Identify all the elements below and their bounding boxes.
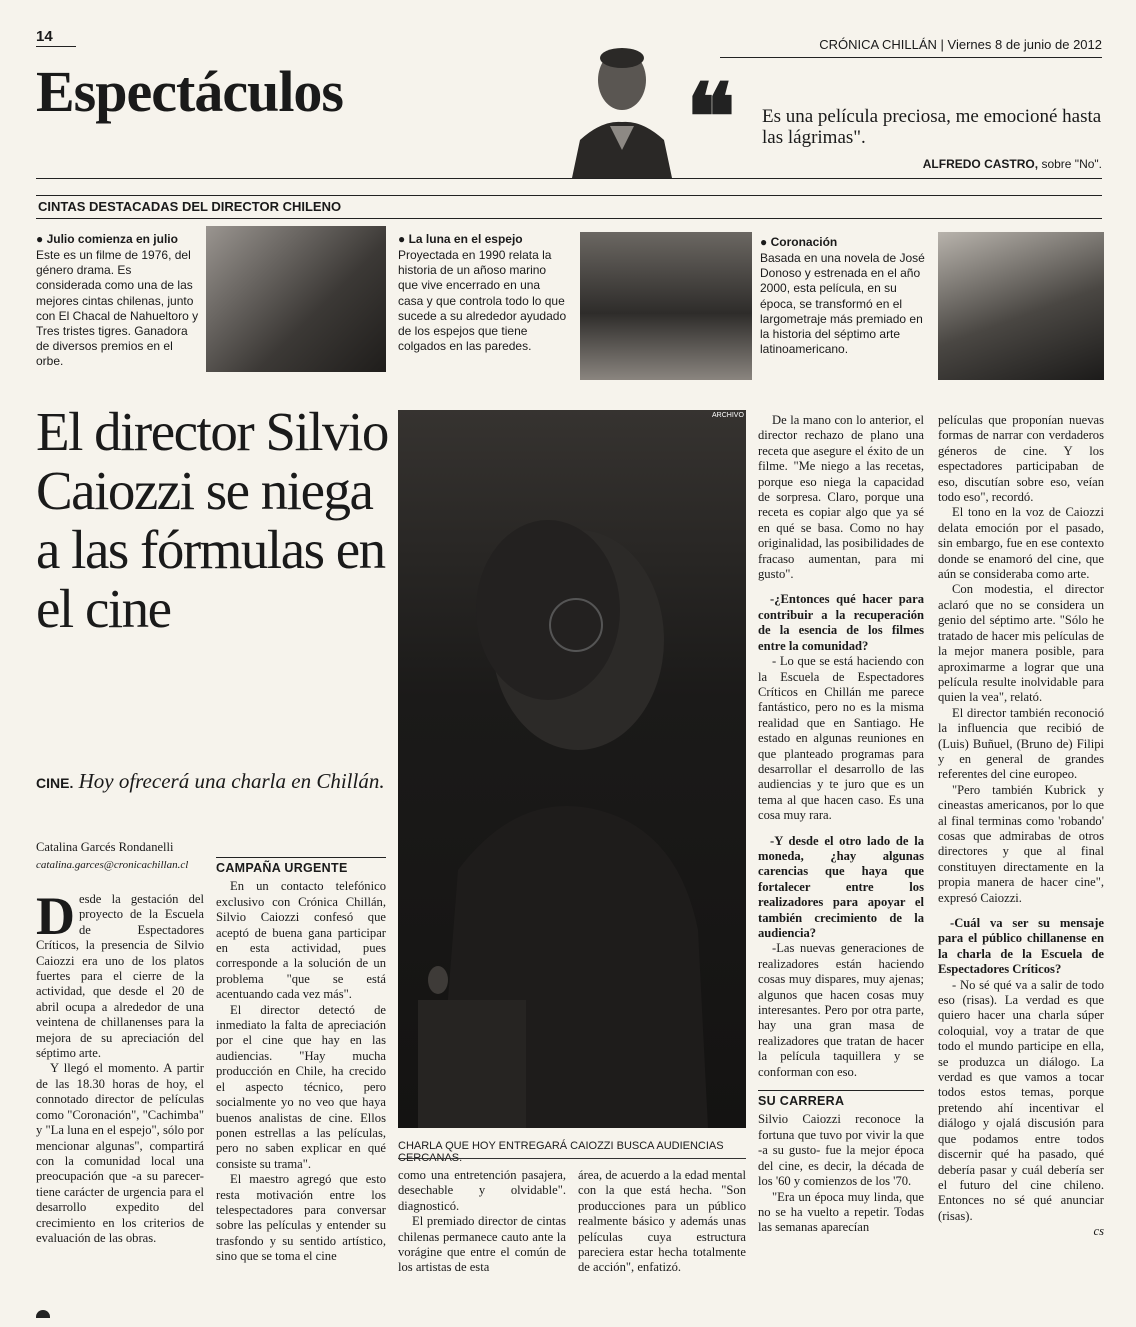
film-still — [206, 226, 386, 372]
quote-tail: sobre "No". — [1041, 157, 1102, 171]
paragraph: El maestro agregó que esto resta motivación entre los telespectadores para conversar sobre las películas y entender su trasfondo y su sentido artístico, sino que se toma el cine — [216, 1172, 386, 1264]
film-still — [938, 232, 1104, 380]
paragraph: "Pero también Kubrick y cineastas americanos, por lo que al final terminas como 'robando' cosas que admirabas de otros directores y que al final constituyen directamente en la propia manera de hacer cine", expresó Caiozzi. — [938, 782, 1104, 905]
column — [36, 886, 204, 1246]
drop-cap: D — [36, 886, 75, 946]
byline — [36, 840, 216, 871]
interview-answer: - Lo que se está haciendo con la Escuela de Espectadores Críticos en Chillán me parece fantástico, pero no es la misma realidad que en Santiago. He estado en algunas reuniones en que planteado programas para desarrollar el desarrollo de las audiencias y te juro que es un tema al que hacen caso. Es una cosa muy rara. — [758, 654, 924, 823]
paragraph: "Era un época muy linda, que no se ha vuelto a repetir. Todas las semanas aparecían — [758, 1189, 924, 1235]
subhead: SU CARRERA — [758, 1090, 924, 1109]
paragraph: El director también reconoció la influencia que recibió de (Luis) Buñuel, (Bruno de) Filipi y en general de grandes referentes del cine europeo. — [938, 705, 1104, 782]
subhead: CAMPAÑA URGENTE — [216, 857, 386, 876]
paragraph: área, de acuerdo a la edad mental con la que está hecha. "Son producciones para un público realmente básico y además unas películas cuya estructura pareciera estar hecha totalmente de acción", enfatizó. — [578, 1168, 746, 1275]
film-description: Proyectada en 1990 relata la historia de un añoso marino que vive encerrado en una casa y que controla todo lo que sucede a su alrededor ayudado de los espejos que tiene colgados en las paredes. — [398, 248, 567, 354]
paper-name: CRÓNICA CHILLÁN — [819, 37, 937, 52]
paragraph: El premiado director de cintas chilenas permanece cauto ante la vorágine que entre el común de los artistas de esta — [398, 1214, 566, 1275]
film-description: Este es un filme de 1976, del género drama. Es considerada como una de las mejores cintas chilenas, junto con El Chacal de Nahueltoro y Tres tristes tigres. Ganadora de diversos premios en el orbe. — [36, 248, 199, 369]
quote-attribution — [923, 157, 1102, 171]
column — [578, 1168, 746, 1276]
deck-text: Hoy ofrecerá una charla en Chillán. — [78, 769, 385, 793]
masthead: CRÓNICA CHILLÁN | Viernes 8 de junio de 2012 — [819, 37, 1102, 52]
film-card — [36, 232, 200, 370]
interview-question: -Y desde el otro lado de la moneda, ¿hay algunas carencias que haya que fortalecer entre los realizadores para apoyar el también crecimiento de la audiencia? — [758, 833, 924, 940]
column — [758, 413, 924, 1236]
paragraph: películas que proponían nuevas formas de narrar con verdaderos géneros de cine. Y los espectadores participaban de eso, discutían sobre eso, veían todo eso", recordó. — [938, 413, 1104, 505]
interview-answer: -Las nuevas generaciones de realizadores están haciendo cosas muy dispares, muy ajenas; algunos que hacen cosas muy interesantes. Pero por otra parte, hay una gran masa de realizadores que tratan de hacer la película taquillera y se conforman con eso. — [758, 941, 924, 1079]
section-title: Espectáculos — [36, 59, 343, 124]
paragraph: como una entretención pasajera, desechable y olvidable". diagnosticó. — [398, 1168, 566, 1213]
film-title: ● Coronación — [760, 235, 838, 249]
paragraph: Silvio Caiozzi reconoce la fortuna que tuvo por vivir la que -a su gusto- fue la mejor época del cine, es decir, la década de los '60 y comienzos de los '70. — [758, 1112, 924, 1189]
divider — [36, 178, 1102, 179]
divider — [36, 195, 1102, 196]
film-title: ● La luna en el espejo — [398, 232, 523, 246]
interview-answer: - No sé qué va a salir de todo eso (risas). La verdad es que quiero hacer una charla súper coloquial, voy a tratar de que todo el mundo participe en ella, se produzca un diálogo. La verdad es que vamos a tocar todos estos temas, porque pretendo ahí incentivar el diálogo y ojalá discusión para que podamos entre todos discernir qué ha pasado, qué debería pasar y cuál debería ser el futuro del cine chileno. Entonces no sé qué anunciar (risas). — [938, 977, 1104, 1223]
article-kicker: CINE. — [36, 775, 74, 791]
interview-question: -Cuál va ser su mensaje para el público chillanense en la charla de la Escuela de Espectadores Críticos? — [938, 916, 1104, 977]
main-photo — [398, 410, 746, 1128]
paragraph: En un contacto telefónico exclusivo con Crónica Chillán, Silvio Caiozzi confesó que aceptó de buena gana participar en esta actividad, pues corresponde a la solución de un problema "que se está acentuando cada vez más". — [216, 879, 386, 1002]
divider — [36, 218, 1102, 219]
pull-quote: Es una película preciosa, me emocioné hasta las lágrimas". — [762, 106, 1102, 148]
paragraph: Con modestia, el director aclaró que no se considera un genio del séptimo arte. "Sólo he tratado de hacer mis películas de la mejor manera posible, para aproximarme a lograr que una película resulte inolvidable para quien la vea", relató. — [938, 582, 1104, 705]
paragraph: El director detectó de inmediato la falta de apreciación por el cine que hay en las audiencias. "Hay mucha producción en Chile, ha crecido el aspecto técnico, pero socialmente yo no veo que haya buenos analistas de cine. Ellos ponen estrellas a las películas, pero no saben explicar en qué consiste su trama". — [216, 1002, 386, 1171]
page-number: 14 — [36, 28, 53, 45]
photo-caption: CHARLA QUE HOY ENTREGARÁ CAIOZZI BUSCA AUDIENCIAS CERCANAS. — [398, 1140, 724, 1164]
article-headline: El director Silvio Caiozzi se niega a las fórmulas en el cine — [36, 401, 388, 639]
article-deck — [36, 768, 394, 796]
quote-author: ALFREDO CASTRO, — [922, 157, 1039, 171]
quote-portrait — [562, 40, 680, 178]
paragraph: De la mano con lo anterior, el director rechazo de plano una receta que asegure el éxito de un filme. "Me niego a las recetas, porque eso niega la capacidad de sorpresa. Claro, porque una receta es copiar algo que ya sé en qué se basa. Como no hay originalidad, las posibilidades de fracaso aumentan, para mi gusto". — [758, 413, 924, 582]
paragraph: Y llegó el momento. A partir de las 18.30 horas de hoy, el connotado director de películas como "Coronación", "Cachimba" y "La luna en el espejo", sólo por mencionar algunas", compartirá con la comunidad local una preocupación que -a su parecer- tiene carácter de urgencia para el desarrollo expedito del crecimiento en los criterios de evaluación de las obras. — [36, 1061, 204, 1245]
page-corner-mark — [36, 1310, 50, 1318]
author-email: catalina.garces@cronicachillan.cl — [36, 859, 189, 871]
film-card — [760, 235, 928, 357]
column — [216, 857, 386, 1265]
photo-credit: ARCHIVO — [712, 412, 744, 419]
divider — [398, 1158, 746, 1159]
films-heading: CINTAS DESTACADAS DEL DIRECTOR CHILENO — [38, 199, 342, 214]
paragraph: El tono en la voz de Caiozzi delata emoción por el pasado, sin embargo, fue en ese contexto donde se enamoró del cine, que aún se consideraba como arte. — [938, 505, 1104, 582]
film-title: ● Julio comienza en julio — [36, 232, 178, 246]
divider — [720, 57, 1102, 58]
film-card — [398, 232, 568, 354]
end-mark-icon: cs — [1093, 1224, 1104, 1239]
issue-date: Viernes 8 de junio de 2012 — [947, 37, 1102, 52]
author-name: Catalina Garcés Rondanelli — [36, 840, 174, 854]
quote-mark-icon: ❝ — [686, 67, 736, 169]
paragraph: esde la gestación del proyecto de la Escuela de Espectadores Críticos, la presencia de Silvio Caiozzi era uno de los platos fuertes para el cierre de la actividad, que desde el 20 de abril ocupa a alrededor de una veintena de chillanenses para la mejora de su apreciación del séptimo arte. — [36, 892, 204, 1061]
film-description: Basada en una novela de José Donoso y estrenada en el año 2000, esta película, en su época, se transformó en el largometraje más premiado en la historia del séptimo arte latinoamericano. — [760, 251, 925, 357]
interview-question: -¿Entonces qué hacer para contribuir a la recuperación de la esencia de los filmes entre la comunidad? — [758, 592, 924, 653]
column — [938, 413, 1104, 1240]
film-still — [580, 232, 752, 380]
divider — [36, 46, 76, 47]
column — [398, 1168, 566, 1276]
